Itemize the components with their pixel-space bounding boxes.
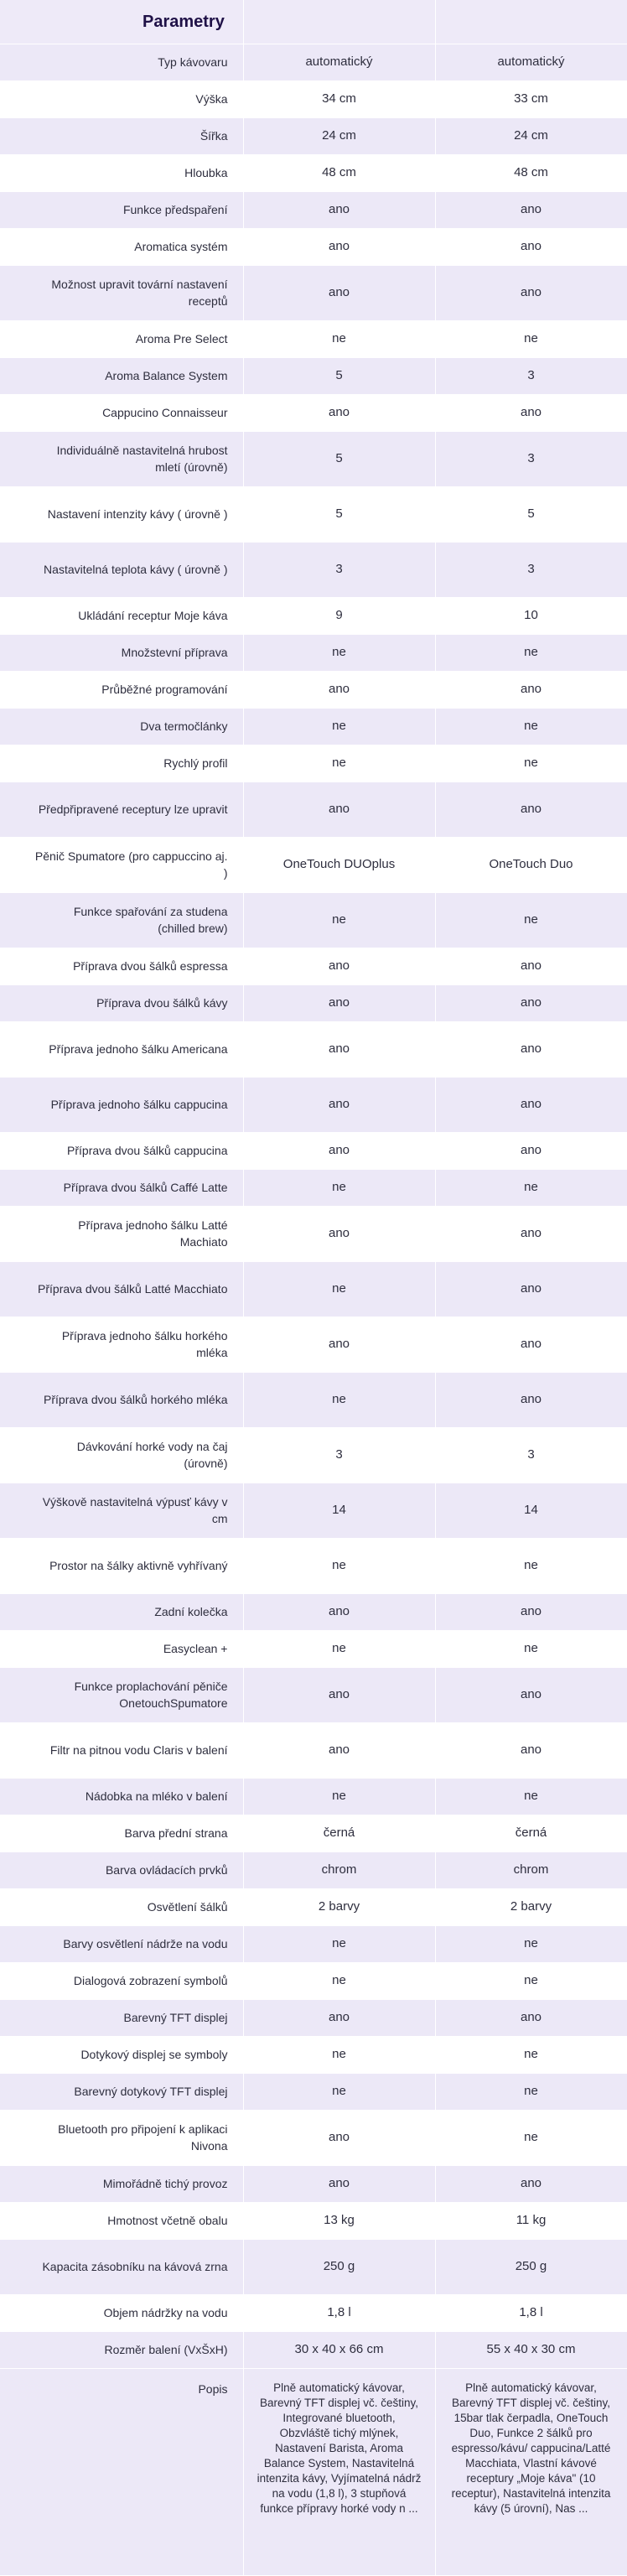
row-label: Barevný TFT displej bbox=[0, 1999, 243, 2036]
value-product-2: ano bbox=[435, 191, 627, 228]
row-label: Prostor na šálky aktivně vyhřívaný bbox=[0, 1538, 243, 1593]
value-product-1: černá bbox=[243, 1815, 435, 1852]
table-row bbox=[0, 2036, 627, 2073]
value-product-1: 2 barvy bbox=[243, 1888, 435, 1925]
value-product-2: ano bbox=[435, 948, 627, 984]
row-label: Barevný dotykový TFT displej bbox=[0, 2073, 243, 2110]
table-row bbox=[0, 1852, 627, 1888]
value-product-1: 30 x 40 x 66 cm bbox=[243, 2331, 435, 2368]
value-product-1: 250 g bbox=[243, 2239, 435, 2294]
header-cell-product-2 bbox=[435, 0, 627, 44]
row-label: Průběžné programování bbox=[0, 671, 243, 708]
value-product-1: ano bbox=[243, 2165, 435, 2202]
table-row bbox=[0, 1372, 627, 1427]
row-label: Typ kávovaru bbox=[0, 44, 243, 80]
table-header-row bbox=[0, 0, 627, 44]
row-label: Zadní kolečka bbox=[0, 1593, 243, 1630]
value-product-1: ano bbox=[243, 191, 435, 228]
value-product-1: ne bbox=[243, 2073, 435, 2110]
row-label: Předpřipravené receptury lze upravit bbox=[0, 782, 243, 837]
value-product-2: chrom bbox=[435, 1852, 627, 1888]
value-product-2: ano bbox=[435, 2165, 627, 2202]
row-label: Rozměr balení (VxŠxH) bbox=[0, 2331, 243, 2368]
value-product-2: ano bbox=[435, 1722, 627, 1778]
value-product-1: ne bbox=[243, 1630, 435, 1667]
table-row bbox=[0, 1077, 627, 1132]
row-label: Barvy osvětlení nádrže na vodu bbox=[0, 1925, 243, 1962]
value-product-2: ne bbox=[435, 745, 627, 782]
value-product-2: ne bbox=[435, 1538, 627, 1593]
row-label: Kapacita zásobníku na kávová zrna bbox=[0, 2239, 243, 2294]
value-product-2: 5 bbox=[435, 486, 627, 542]
value-product-1: ne bbox=[243, 2036, 435, 2073]
value-product-2: 250 g bbox=[435, 2239, 627, 2294]
table-row bbox=[0, 2073, 627, 2110]
row-label: Nádobka na mléko v balení bbox=[0, 1778, 243, 1815]
value-product-1: ne bbox=[243, 745, 435, 782]
table-row bbox=[0, 2294, 627, 2331]
table-row bbox=[0, 671, 627, 708]
row-label: Funkce proplachování pěniče OnetouchSpumatore bbox=[0, 1667, 243, 1722]
value-product-1: ano bbox=[243, 671, 435, 708]
table-row bbox=[0, 1999, 627, 2036]
table-row bbox=[0, 1630, 627, 1667]
table-row bbox=[0, 191, 627, 228]
value-product-2: OneTouch Duo bbox=[435, 837, 627, 892]
row-label: Bluetooth pro připojení k aplikaci Nivona bbox=[0, 2110, 243, 2165]
value-product-1: ne bbox=[243, 634, 435, 671]
value-product-1: 9 bbox=[243, 597, 435, 634]
row-label: Příprava jednoho šálku Latté Machiato bbox=[0, 1206, 243, 1261]
table-row bbox=[0, 1483, 627, 1538]
value-product-2: ano bbox=[435, 265, 627, 320]
value-product-2: ano bbox=[435, 228, 627, 265]
table-row bbox=[0, 431, 627, 486]
row-label: Možnost upravit tovární nastavení receptů bbox=[0, 265, 243, 320]
value-product-1: ne bbox=[243, 1169, 435, 1206]
value-product-1: ano bbox=[243, 1593, 435, 1630]
table-row bbox=[0, 1021, 627, 1077]
table-row bbox=[0, 44, 627, 80]
value-product-1: ano bbox=[243, 1667, 435, 1722]
value-product-1: ano bbox=[243, 1722, 435, 1778]
table-row bbox=[0, 117, 627, 154]
value-product-1: ne bbox=[243, 1261, 435, 1317]
value-product-1: ano bbox=[243, 1077, 435, 1132]
row-label: Filtr na pitnou vodu Claris v balení bbox=[0, 1722, 243, 1778]
value-product-1: 13 kg bbox=[243, 2202, 435, 2239]
table-row bbox=[0, 984, 627, 1021]
table-row bbox=[0, 1538, 627, 1593]
row-label: Barva ovládacích prvků bbox=[0, 1852, 243, 1888]
value-product-1: 5 bbox=[243, 486, 435, 542]
row-label: Individuálně nastavitelná hrubost mletí (úrovně) bbox=[0, 431, 243, 486]
value-product-2: ano bbox=[435, 1206, 627, 1261]
row-label: Ukládání receptur Moje káva bbox=[0, 597, 243, 634]
row-label: Aroma Pre Select bbox=[0, 320, 243, 357]
value-product-2: ano bbox=[435, 394, 627, 431]
table-row bbox=[0, 1261, 627, 1317]
value-product-1: ano bbox=[243, 2110, 435, 2165]
value-product-2: ne bbox=[435, 1778, 627, 1815]
value-product-2: ano bbox=[435, 1132, 627, 1169]
table-row bbox=[0, 708, 627, 745]
row-label: Easyclean + bbox=[0, 1630, 243, 1667]
value-product-2: 3 bbox=[435, 431, 627, 486]
value-product-1: 3 bbox=[243, 542, 435, 597]
row-label: Příprava dvou šálků espressa bbox=[0, 948, 243, 984]
value-product-2: ne bbox=[435, 2073, 627, 2110]
table-title: Parametry bbox=[0, 0, 243, 44]
value-product-2: ne bbox=[435, 2110, 627, 2165]
row-label: Objem nádržky na vodu bbox=[0, 2294, 243, 2331]
table-row bbox=[0, 745, 627, 782]
table-row bbox=[0, 2331, 627, 2368]
table-row bbox=[0, 634, 627, 671]
value-product-1: OneTouch DUOplus bbox=[243, 837, 435, 892]
value-product-2: ano bbox=[435, 984, 627, 1021]
value-product-2: 55 x 40 x 30 cm bbox=[435, 2331, 627, 2368]
value-product-2: ano bbox=[435, 1999, 627, 2036]
value-product-2: 3 bbox=[435, 357, 627, 394]
description-row bbox=[0, 2368, 627, 2575]
value-product-2: ano bbox=[435, 1317, 627, 1372]
row-label: Příprava jednoho šálku horkého mléka bbox=[0, 1317, 243, 1372]
row-label: Dávkování horké vody na čaj (úrovně) bbox=[0, 1427, 243, 1483]
row-label: Příprava dvou šálků Caffé Latte bbox=[0, 1169, 243, 1206]
value-product-1: ne bbox=[243, 1538, 435, 1593]
table-row bbox=[0, 486, 627, 542]
row-label: Dva termočlánky bbox=[0, 708, 243, 745]
row-label: Příprava dvou šálků cappucina bbox=[0, 1132, 243, 1169]
row-label: Výškově nastavitelná výpusť kávy v cm bbox=[0, 1483, 243, 1538]
value-product-1: ano bbox=[243, 948, 435, 984]
description-product-1: Plně automatický kávovar, Barevný TFT displej vč. češtiny, Integrované bluetooth, Obzvláště tichý mlýnek, Nastavení Barista, Aroma Balance System, Nastavitelná intenzita kávy, Vyjímatelná nádrž na vodu (1,8 l), 3 stupňová funkce přípravy horké vody n ... bbox=[243, 2368, 435, 2575]
value-product-1: ne bbox=[243, 1372, 435, 1427]
table-row bbox=[0, 1593, 627, 1630]
row-label: Cappucino Connaisseur bbox=[0, 394, 243, 431]
table-row bbox=[0, 1169, 627, 1206]
value-product-1: ne bbox=[243, 1962, 435, 1999]
value-product-1: ano bbox=[243, 1132, 435, 1169]
value-product-2: 10 bbox=[435, 597, 627, 634]
table-row bbox=[0, 2202, 627, 2239]
row-label: Příprava jednoho šálku Americana bbox=[0, 1021, 243, 1077]
table-row bbox=[0, 1888, 627, 1925]
value-product-1: ne bbox=[243, 892, 435, 948]
value-product-1: ano bbox=[243, 228, 435, 265]
value-product-2: 48 cm bbox=[435, 154, 627, 191]
row-label: Množstevní příprava bbox=[0, 634, 243, 671]
row-label: Barva přední strana bbox=[0, 1815, 243, 1852]
row-label: Dialogová zobrazení symbolů bbox=[0, 1962, 243, 1999]
table-row bbox=[0, 1206, 627, 1261]
table-row bbox=[0, 1722, 627, 1778]
table-row bbox=[0, 1925, 627, 1962]
value-product-1: ne bbox=[243, 320, 435, 357]
value-product-2: ano bbox=[435, 1261, 627, 1317]
description-product-2: Plně automatický kávovar, Barevný TFT displej vč. češtiny, 15bar tlak čerpadla, OneTouch Duo, Funkce 2 šálků pro espresso/kávu/ cappucina/Latté Macchiata, Vlastní kávové receptury „Moje káva" (10 receptur), Nastavitelná intenzita kávy (5 úrovní), Nas ... bbox=[435, 2368, 627, 2575]
value-product-1: ne bbox=[243, 708, 435, 745]
value-product-1: 34 cm bbox=[243, 80, 435, 117]
value-product-2: ne bbox=[435, 634, 627, 671]
value-product-2: ano bbox=[435, 1372, 627, 1427]
row-label: Funkce spařování za studena (chilled brew) bbox=[0, 892, 243, 948]
value-product-1: automatický bbox=[243, 44, 435, 80]
value-product-2: automatický bbox=[435, 44, 627, 80]
table-row bbox=[0, 357, 627, 394]
table-row bbox=[0, 1778, 627, 1815]
value-product-1: ne bbox=[243, 1925, 435, 1962]
table-row bbox=[0, 1815, 627, 1852]
row-label: Příprava jednoho šálku cappucina bbox=[0, 1077, 243, 1132]
value-product-1: chrom bbox=[243, 1852, 435, 1888]
value-product-1: ano bbox=[243, 984, 435, 1021]
table-row bbox=[0, 154, 627, 191]
value-product-1: ano bbox=[243, 1021, 435, 1077]
value-product-2: ne bbox=[435, 1925, 627, 1962]
value-product-1: 5 bbox=[243, 357, 435, 394]
row-label: Šířka bbox=[0, 117, 243, 154]
description-label: Popis bbox=[0, 2368, 243, 2575]
table-row bbox=[0, 394, 627, 431]
value-product-1: 1,8 l bbox=[243, 2294, 435, 2331]
value-product-2: 14 bbox=[435, 1483, 627, 1538]
table-row bbox=[0, 265, 627, 320]
value-product-1: 24 cm bbox=[243, 117, 435, 154]
row-label: Příprava dvou šálků horkého mléka bbox=[0, 1372, 243, 1427]
value-product-1: 14 bbox=[243, 1483, 435, 1538]
table-body bbox=[0, 44, 627, 2575]
row-label: Hloubka bbox=[0, 154, 243, 191]
value-product-2: ne bbox=[435, 2036, 627, 2073]
value-product-1: ano bbox=[243, 265, 435, 320]
table-row bbox=[0, 1427, 627, 1483]
table-row bbox=[0, 320, 627, 357]
value-product-1: 5 bbox=[243, 431, 435, 486]
value-product-2: ano bbox=[435, 1077, 627, 1132]
value-product-2: ne bbox=[435, 708, 627, 745]
value-product-1: ano bbox=[243, 782, 435, 837]
table-row bbox=[0, 892, 627, 948]
table-row bbox=[0, 80, 627, 117]
row-label: Rychlý profil bbox=[0, 745, 243, 782]
value-product-2: černá bbox=[435, 1815, 627, 1852]
row-label: Aromatica systém bbox=[0, 228, 243, 265]
table-row bbox=[0, 837, 627, 892]
value-product-2: ne bbox=[435, 1169, 627, 1206]
table-row bbox=[0, 228, 627, 265]
row-label: Příprava dvou šálků Latté Macchiato bbox=[0, 1261, 243, 1317]
value-product-2: ne bbox=[435, 1630, 627, 1667]
row-label: Mimořádně tichý provoz bbox=[0, 2165, 243, 2202]
table-row bbox=[0, 2165, 627, 2202]
table-row bbox=[0, 542, 627, 597]
table-row bbox=[0, 1132, 627, 1169]
row-label: Nastavení intenzity kávy ( úrovně ) bbox=[0, 486, 243, 542]
table-row bbox=[0, 1667, 627, 1722]
value-product-2: ano bbox=[435, 1593, 627, 1630]
table-row bbox=[0, 948, 627, 984]
value-product-2: ano bbox=[435, 1021, 627, 1077]
table-row bbox=[0, 1962, 627, 1999]
value-product-1: ano bbox=[243, 1999, 435, 2036]
value-product-2: 3 bbox=[435, 1427, 627, 1483]
table-row bbox=[0, 597, 627, 634]
value-product-2: 1,8 l bbox=[435, 2294, 627, 2331]
value-product-1: ano bbox=[243, 394, 435, 431]
row-label: Příprava dvou šálků kávy bbox=[0, 984, 243, 1021]
value-product-1: 48 cm bbox=[243, 154, 435, 191]
value-product-2: 33 cm bbox=[435, 80, 627, 117]
table-row bbox=[0, 782, 627, 837]
value-product-2: ne bbox=[435, 1962, 627, 1999]
value-product-2: 3 bbox=[435, 542, 627, 597]
row-label: Osvětlení šálků bbox=[0, 1888, 243, 1925]
value-product-2: ano bbox=[435, 782, 627, 837]
value-product-2: 11 kg bbox=[435, 2202, 627, 2239]
table-row bbox=[0, 2239, 627, 2294]
value-product-1: 3 bbox=[243, 1427, 435, 1483]
value-product-1: ano bbox=[243, 1206, 435, 1261]
value-product-2: ne bbox=[435, 320, 627, 357]
row-label: Výška bbox=[0, 80, 243, 117]
row-label: Dotykový displej se symboly bbox=[0, 2036, 243, 2073]
table-row bbox=[0, 1317, 627, 1372]
value-product-2: 24 cm bbox=[435, 117, 627, 154]
row-label: Hmotnost včetně obalu bbox=[0, 2202, 243, 2239]
row-label: Pěnič Spumatore (pro cappuccino aj. ) bbox=[0, 837, 243, 892]
value-product-2: 2 barvy bbox=[435, 1888, 627, 1925]
row-label: Nastavitelná teplota kávy ( úrovně ) bbox=[0, 542, 243, 597]
value-product-2: ano bbox=[435, 1667, 627, 1722]
value-product-1: ano bbox=[243, 1317, 435, 1372]
value-product-2: ne bbox=[435, 892, 627, 948]
value-product-2: ano bbox=[435, 671, 627, 708]
table-row bbox=[0, 2110, 627, 2165]
header-cell-product-1 bbox=[243, 0, 435, 44]
row-label: Aroma Balance System bbox=[0, 357, 243, 394]
value-product-1: ne bbox=[243, 1778, 435, 1815]
row-label: Funkce předspaření bbox=[0, 191, 243, 228]
